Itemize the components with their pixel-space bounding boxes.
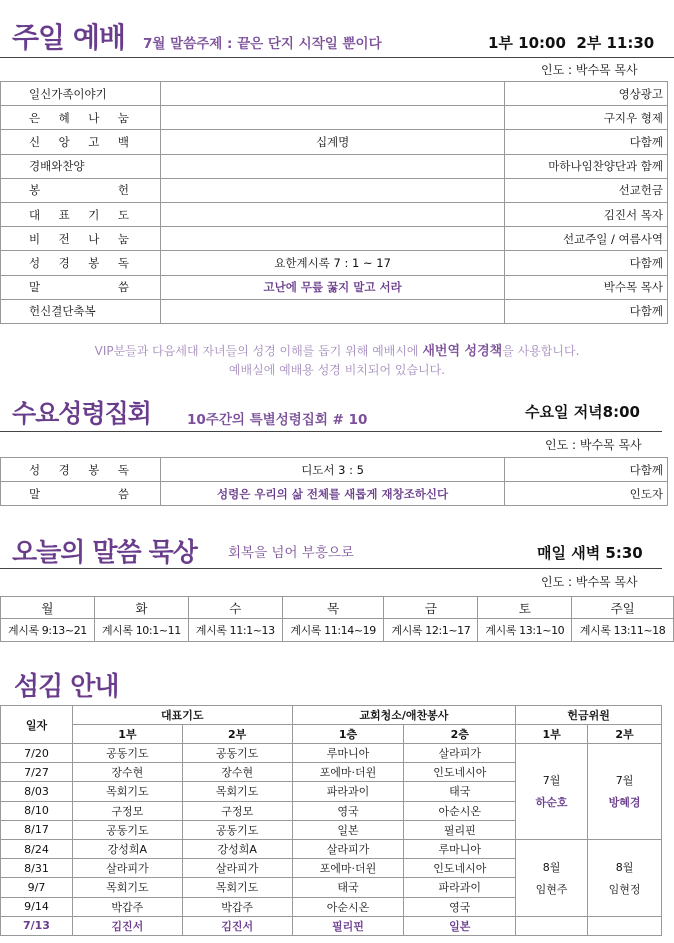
duty-date: 7/20 xyxy=(1,744,73,763)
duty-date: 7/27 xyxy=(1,763,73,782)
day-reading: 계시록 13:11~18 xyxy=(572,619,674,642)
duty-clean-1f: 살라피가 xyxy=(292,839,404,858)
duty-clean-1f: 루마니아 xyxy=(292,744,404,763)
duty-row xyxy=(1,744,662,763)
duty-clean-2f: 태국 xyxy=(404,782,516,801)
duty-date: 8/24 xyxy=(1,839,73,858)
order-item-name: 은 혜 나 눔 xyxy=(1,106,161,130)
order-item-detail xyxy=(160,299,504,323)
order-item-person: 다함께 xyxy=(505,130,668,154)
duty-clean-2f: 일본 xyxy=(404,916,516,935)
order-item-person: 다함께 xyxy=(505,458,668,482)
duty-clean-1f: 필리핀 xyxy=(292,916,404,935)
order-item-name: 성 경 봉 독 xyxy=(1,458,161,482)
duty-clean-1f: 포에마·더윈 xyxy=(292,859,404,878)
order-item-detail: 성령은 우리의 삶 전체를 새롭게 재창조하신다 xyxy=(160,482,504,506)
day-header: 토 xyxy=(478,597,572,619)
duty-date: 8/17 xyxy=(1,820,73,839)
duty-clean-2f: 인도네시아 xyxy=(404,859,516,878)
order-item-person: 다함께 xyxy=(505,299,668,323)
order-item-detail xyxy=(160,82,504,106)
duty-date: 8/03 xyxy=(1,782,73,801)
order-item-detail: 요한계시록 7 : 1 ~ 17 xyxy=(160,251,504,275)
order-row xyxy=(1,275,668,299)
offering-july-2bu: 7월 방혜경 xyxy=(588,744,662,840)
order-item-detail: 디도서 3 : 5 xyxy=(160,458,504,482)
order-item-person: 마하나임찬양단과 함께 xyxy=(505,154,668,178)
order-item-person: 다함께 xyxy=(505,251,668,275)
day-header: 금 xyxy=(384,597,478,619)
wednesday-order-table xyxy=(0,457,668,506)
duty-clean-2f: 인도네시아 xyxy=(404,763,516,782)
daily-theme: 회복을 넘어 부흥으로 xyxy=(228,545,354,561)
day-reading: 계시록 11:1~13 xyxy=(188,619,282,642)
day-reading: 계시록 10:1~11 xyxy=(94,619,188,642)
order-row xyxy=(1,130,668,154)
note-line-1: VIP분들과 다음세대 자녀들의 성경 이해를 돕기 위해 예배시에 새번역 성경책을 사용합니다. xyxy=(94,344,580,359)
duty-date: 8/10 xyxy=(1,801,73,820)
wednesday-title: 수요성령집회 xyxy=(12,399,151,428)
duty-prayer-2bu: 공동기도 xyxy=(182,744,292,763)
day-header: 월 xyxy=(1,597,95,619)
order-row xyxy=(1,482,668,506)
duty-head-offering-1bu: 1부 xyxy=(516,725,588,744)
order-item-name: 신 앙 고 백 xyxy=(1,130,161,154)
daily-reading-table xyxy=(0,596,674,642)
duty-clean-1f: 아순시온 xyxy=(292,897,404,916)
duty-prayer-1bu: 공동기도 xyxy=(72,820,182,839)
day-header: 화 xyxy=(94,597,188,619)
sunday-time: 1부 10:00 2부 11:30 xyxy=(488,34,655,52)
duty-head-offering-2bu: 2부 xyxy=(588,725,662,744)
order-item-name: 경배와찬양 xyxy=(1,154,161,178)
order-item-detail: 십계명 xyxy=(160,130,504,154)
offering-july-1bu: 7월 하순호 xyxy=(516,744,588,840)
order-item-name: 성 경 봉 독 xyxy=(1,251,161,275)
duty-clean-2f: 아순시온 xyxy=(404,801,516,820)
duty-prayer-2bu: 목회기도 xyxy=(182,782,292,801)
order-item-person: 선교주일 / 여름사역 xyxy=(505,227,668,251)
offering-aug-2bu: 8월 임현정 xyxy=(588,839,662,916)
order-row xyxy=(1,458,668,482)
order-item-detail xyxy=(160,202,504,226)
order-item-detail xyxy=(160,154,504,178)
duty-row xyxy=(1,839,662,858)
duty-prayer-1bu: 김진서 xyxy=(72,916,182,935)
order-item-name: 봉 헌 xyxy=(1,178,161,202)
wednesday-theme: 10주간의 특별성령집회 # 10 xyxy=(187,412,368,428)
order-row xyxy=(1,154,668,178)
duty-prayer-1bu: 목회기도 xyxy=(72,878,182,897)
order-row xyxy=(1,178,668,202)
order-item-name: 비 전 나 눔 xyxy=(1,227,161,251)
duty-clean-2f: 루마니아 xyxy=(404,839,516,858)
day-reading: 계시록 12:1~17 xyxy=(384,619,478,642)
duty-prayer-1bu: 살라피가 xyxy=(72,859,182,878)
sunday-order-table xyxy=(0,81,668,324)
order-item-detail xyxy=(160,227,504,251)
duty-clean-2f: 파라과이 xyxy=(404,878,516,897)
duty-head-clean-2f: 2층 xyxy=(404,725,516,744)
order-item-name: 일신가족이야기 xyxy=(1,82,161,106)
note-line-2: 예배실에 예배용 성경 비치되어 있습니다. xyxy=(228,363,446,377)
order-row xyxy=(1,299,668,323)
sunday-leader: 인도 : 박수목 목사 xyxy=(541,63,638,77)
duty-prayer-2bu: 살라피가 xyxy=(182,859,292,878)
wednesday-time: 수요일 저녁8:00 xyxy=(525,403,640,421)
duty-clean-2f: 필리핀 xyxy=(404,820,516,839)
duty-prayer-1bu: 공동기도 xyxy=(72,744,182,763)
duty-head-clean-1f: 1층 xyxy=(292,725,404,744)
duty-date: 9/14 xyxy=(1,897,73,916)
day-header: 목 xyxy=(282,597,384,619)
duty-clean-1f: 태국 xyxy=(292,878,404,897)
duty-clean-2f: 살라피가 xyxy=(404,744,516,763)
order-item-person: 구지우 형제 xyxy=(505,106,668,130)
daily-divider xyxy=(0,568,662,569)
duty-head-offering: 헌금위원 xyxy=(516,706,662,725)
wednesday-divider xyxy=(0,431,662,432)
day-header: 수 xyxy=(188,597,282,619)
duty-prayer-1bu: 장수현 xyxy=(72,763,182,782)
duty-row xyxy=(1,916,662,935)
order-row xyxy=(1,251,668,275)
duty-prayer-2bu: 강성희A xyxy=(182,839,292,858)
order-row xyxy=(1,106,668,130)
duty-table xyxy=(0,705,662,936)
duty-date: 9/7 xyxy=(1,878,73,897)
order-row xyxy=(1,227,668,251)
offering-empty xyxy=(588,916,662,935)
order-row xyxy=(1,202,668,226)
day-reading: 계시록 13:1~10 xyxy=(478,619,572,642)
duty-head-prayer-1bu: 1부 xyxy=(72,725,182,744)
duty-prayer-1bu: 목회기도 xyxy=(72,782,182,801)
duty-head-prayer-2bu: 2부 xyxy=(182,725,292,744)
sunday-divider xyxy=(0,57,674,58)
daily-title: 오늘의 말씀 묵상 xyxy=(12,538,197,568)
duty-title: 섬김 안내 xyxy=(14,672,119,702)
duty-prayer-1bu: 박갑주 xyxy=(72,897,182,916)
duty-head-clean: 교회청소/애찬봉사 xyxy=(292,706,516,725)
duty-prayer-2bu: 공동기도 xyxy=(182,820,292,839)
order-item-person: 영상광고 xyxy=(505,82,668,106)
daily-leader: 인도 : 박수목 목사 xyxy=(541,575,638,589)
duty-prayer-2bu: 김진서 xyxy=(182,916,292,935)
offering-aug-1bu: 8월 임현주 xyxy=(516,839,588,916)
duty-clean-1f: 일본 xyxy=(292,820,404,839)
order-item-detail xyxy=(160,178,504,202)
order-item-person: 박수목 목사 xyxy=(505,275,668,299)
duty-clean-1f: 파라과이 xyxy=(292,782,404,801)
duty-prayer-2bu: 구정모 xyxy=(182,801,292,820)
wednesday-leader: 인도 : 박수목 목사 xyxy=(545,438,642,452)
day-reading: 계시록 9:13~21 xyxy=(1,619,95,642)
duty-prayer-2bu: 박갑주 xyxy=(182,897,292,916)
duty-date: 8/31 xyxy=(1,859,73,878)
order-item-person: 선교헌금 xyxy=(505,178,668,202)
sunday-title: 주일 예배 xyxy=(12,21,125,54)
offering-empty xyxy=(516,916,588,935)
day-header: 주일 xyxy=(572,597,674,619)
duty-clean-1f: 포에마·더윈 xyxy=(292,763,404,782)
order-item-name: 말 씀 xyxy=(1,275,161,299)
duty-head-date: 일자 xyxy=(1,706,73,744)
duty-head-prayer: 대표기도 xyxy=(72,706,292,725)
order-item-person: 인도자 xyxy=(505,482,668,506)
duty-prayer-2bu: 목회기도 xyxy=(182,878,292,897)
daily-time: 매일 새벽 5:30 xyxy=(537,544,643,562)
day-reading: 계시록 11:14~19 xyxy=(282,619,384,642)
order-item-name: 헌신결단축복 xyxy=(1,299,161,323)
order-row xyxy=(1,82,668,106)
order-item-detail: 고난에 무릎 꿇지 말고 서라 xyxy=(160,275,504,299)
duty-date: 7/13 xyxy=(1,916,73,935)
order-item-detail xyxy=(160,106,504,130)
sunday-theme: 7월 말씀주제 : 끝은 단지 시작일 뿐이다 xyxy=(143,36,382,52)
duty-prayer-1bu: 강성희A xyxy=(72,839,182,858)
duty-clean-1f: 영국 xyxy=(292,801,404,820)
duty-clean-2f: 영국 xyxy=(404,897,516,916)
duty-prayer-2bu: 장수현 xyxy=(182,763,292,782)
order-item-person: 김진서 목자 xyxy=(505,202,668,226)
order-item-name: 대 표 기 도 xyxy=(1,202,161,226)
order-item-name: 말 씀 xyxy=(1,482,161,506)
duty-prayer-1bu: 구정모 xyxy=(72,801,182,820)
sunday-note xyxy=(0,342,674,380)
